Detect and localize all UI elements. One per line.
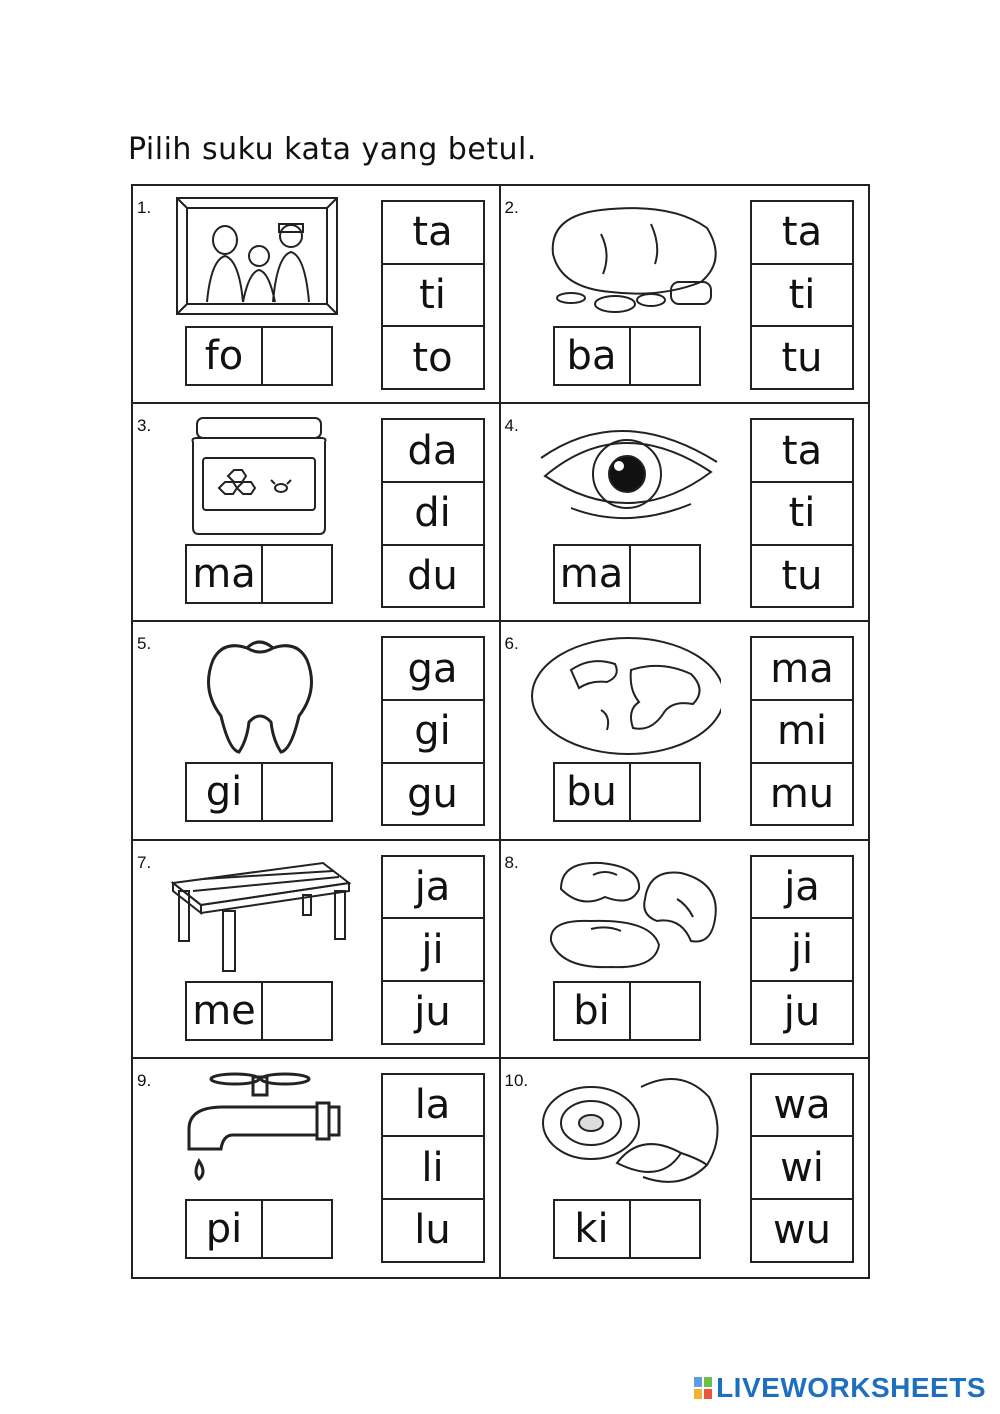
answer-blank[interactable] — [631, 983, 699, 1039]
syllable-option[interactable]: ta — [383, 202, 483, 265]
syllable-option[interactable]: ga — [383, 638, 483, 701]
answer-box — [185, 326, 333, 386]
answer-blank[interactable] — [263, 764, 331, 820]
syllable-options — [381, 418, 485, 608]
syllable-options — [381, 200, 485, 390]
exercise-item-3 — [133, 404, 501, 622]
answer-box — [185, 981, 333, 1041]
syllable-options — [750, 855, 854, 1045]
syllable-option[interactable]: ta — [752, 420, 852, 483]
given-syllable: ma — [187, 546, 263, 602]
tooth-icon — [163, 630, 353, 758]
syllable-options — [381, 1073, 485, 1263]
globe-icon — [531, 630, 721, 758]
syllable-option[interactable]: ji — [383, 919, 483, 982]
answer-blank[interactable] — [263, 1201, 331, 1257]
item-number: 5. — [137, 634, 152, 654]
syllable-option[interactable]: du — [407, 552, 458, 599]
syllable-options — [381, 636, 485, 826]
syllable-option[interactable]: tu — [781, 334, 823, 381]
given-syllable: ki — [555, 1201, 631, 1257]
given-syllable: gi — [187, 764, 263, 820]
brand-name: LIVEWORKSHEETS — [716, 1372, 986, 1403]
exercise-item-1 — [133, 186, 501, 404]
syllable-option[interactable]: gi — [383, 701, 483, 764]
syllable-options — [750, 418, 854, 608]
syllable-option[interactable]: wa — [752, 1075, 852, 1138]
beans-icon — [531, 849, 721, 977]
exercise-item-8 — [501, 841, 869, 1059]
syllable-options — [381, 855, 485, 1045]
syllable-option[interactable]: wi — [752, 1137, 852, 1200]
syllable-option[interactable]: lu — [414, 1207, 451, 1254]
answer-blank[interactable] — [631, 546, 699, 602]
item-number: 1. — [137, 198, 152, 217]
exercise-item-7 — [133, 841, 501, 1059]
syllable-option[interactable]: ja — [383, 857, 483, 920]
item-number: 2. — [504, 198, 519, 217]
answer-box — [185, 762, 333, 822]
syllable-option[interactable]: ja — [752, 857, 852, 920]
syllable-option[interactable]: gu — [407, 771, 458, 818]
syllable-option[interactable]: ti — [752, 483, 852, 546]
given-syllable: pi — [187, 1201, 263, 1257]
worksheet-instruction: Pilih suku kata yang betul. — [128, 132, 537, 167]
syllable-options — [750, 636, 854, 826]
syllable-option[interactable]: la — [383, 1075, 483, 1138]
item-number: 4. — [504, 416, 519, 436]
syllable-option[interactable]: ti — [383, 265, 483, 328]
eye-icon — [531, 412, 721, 540]
syllable-options — [750, 200, 854, 390]
liveworksheets-logo-icon — [694, 1377, 712, 1399]
answer-box — [185, 544, 333, 604]
answer-blank[interactable] — [263, 983, 331, 1039]
syllable-option[interactable]: ta — [752, 202, 852, 265]
given-syllable: ma — [555, 546, 631, 602]
answer-box — [553, 762, 701, 822]
answer-blank[interactable] — [263, 546, 331, 602]
exercise-item-9 — [133, 1059, 501, 1277]
rock-icon — [531, 194, 721, 322]
item-number: 3. — [137, 416, 152, 436]
answer-box — [553, 1199, 701, 1259]
syllable-option[interactable]: ma — [752, 638, 852, 701]
answer-blank[interactable] — [631, 328, 699, 384]
item-number: 6. — [504, 634, 519, 654]
water-tap-icon — [163, 1067, 353, 1195]
item-number: 8. — [504, 852, 519, 872]
syllable-option[interactable]: mi — [752, 701, 852, 764]
given-syllable: fo — [187, 328, 263, 384]
syllable-option[interactable]: li — [383, 1137, 483, 1200]
answer-blank[interactable] — [631, 1201, 699, 1257]
honey-jar-icon — [163, 412, 353, 540]
item-number: 7. — [137, 852, 152, 872]
table-icon — [163, 849, 353, 977]
given-syllable: me — [187, 983, 263, 1039]
kiwi-fruit-icon — [531, 1067, 721, 1195]
syllable-option[interactable]: ti — [752, 265, 852, 328]
answer-box — [553, 981, 701, 1041]
syllable-option[interactable]: mu — [769, 771, 835, 818]
syllable-option[interactable]: wu — [772, 1207, 832, 1254]
footer-brand — [694, 1372, 986, 1404]
exercise-item-4 — [501, 404, 869, 622]
answer-blank[interactable] — [631, 764, 699, 820]
given-syllable: bi — [555, 983, 631, 1039]
item-number: 9. — [137, 1070, 152, 1090]
exercise-item-5 — [133, 622, 501, 840]
syllable-option[interactable]: to — [412, 334, 453, 381]
syllable-option[interactable]: di — [383, 483, 483, 546]
syllable-option[interactable]: ju — [414, 989, 451, 1036]
syllable-options — [750, 1073, 854, 1263]
syllable-option[interactable]: da — [383, 420, 483, 483]
answer-box — [553, 326, 701, 386]
syllable-option[interactable]: ji — [752, 919, 852, 982]
syllable-option[interactable]: tu — [781, 552, 823, 599]
exercise-item-2 — [501, 186, 869, 404]
given-syllable: ba — [555, 328, 631, 384]
answer-box — [185, 1199, 333, 1259]
given-syllable: bu — [555, 764, 631, 820]
item-number: 10. — [504, 1070, 529, 1090]
exercise-grid — [131, 184, 870, 1279]
answer-blank[interactable] — [263, 328, 331, 384]
syllable-option[interactable]: ju — [783, 989, 821, 1036]
family-photo-frame-icon — [163, 194, 353, 322]
exercise-item-10 — [501, 1059, 869, 1277]
exercise-item-6 — [501, 622, 869, 840]
answer-box — [553, 544, 701, 604]
